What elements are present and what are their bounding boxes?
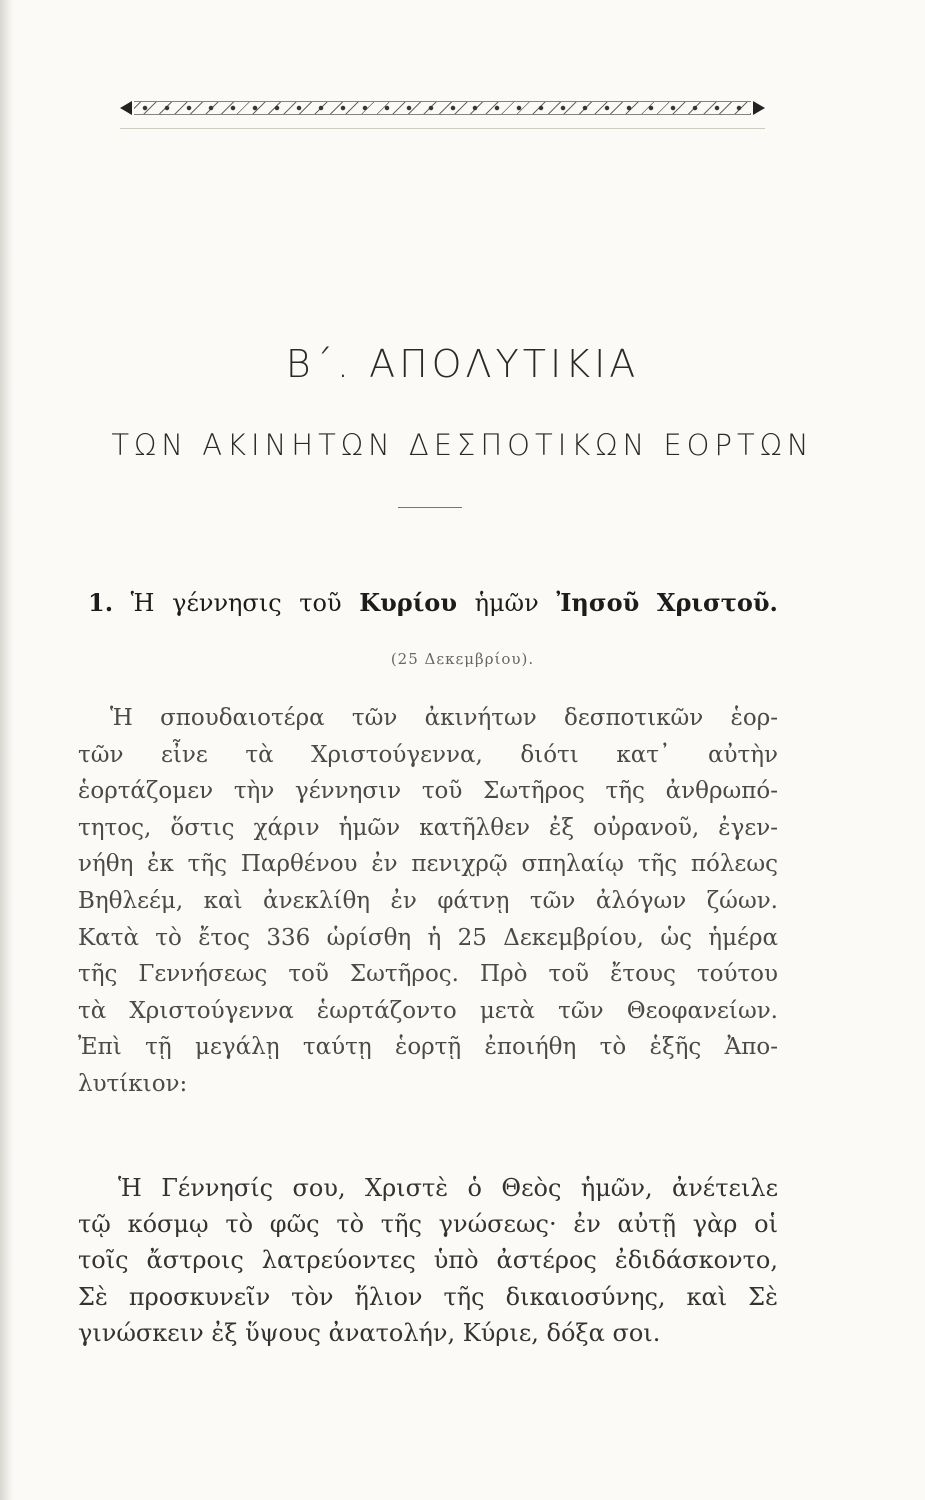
page-binding-edge [0,0,14,1500]
heading-word: Ἡ [130,589,155,617]
ornament-pattern [134,101,751,115]
hymn-line: τῷ κόσμῳ τὸ φῶς τὸ τῆς γνώσεως· ἐν αὐτῇ γὰρ οἱ [78,1210,778,1239]
heading-word: Ἰησοῦ [556,588,640,617]
title-divider [398,507,462,508]
section-number: 1. [88,588,114,617]
chapter-subtitle: ΤΩΝ ΑΚΙΝΗΤΩΝ ΔΕΣΠΟΤΙΚΩΝ ΕΟΡΤΩΝ [111,428,814,462]
text-line: τῆς Γεννήσεως τοῦ Σωτῆρος. Πρὸ τοῦ ἔτους τούτου [78,961,778,988]
text-line: τὰ Χριστούγεννα ἑωρτάζοντο μετὰ τῶν Θεοφανείων. [78,997,778,1024]
hymn-paragraph [78,1170,778,1351]
heading-word: Χριστοῦ. [656,588,778,617]
hymn-line: τοῖς ἄστροις λατρεύοντες ὑπὸ ἀστέρος ἐδιδάσκοντο, [78,1246,778,1275]
heading-word: ἡμῶν [474,589,539,617]
section-heading [88,588,778,617]
feast-date: (25 Δεκεμβρίου). [390,650,535,668]
heading-word: γέννησις [172,589,282,617]
ornament-left-arrow-icon [120,101,132,115]
text-line: ἑορτάζομεν τὴν γέννησιν τοῦ Σωτῆρος τῆς ἀνθρωπό- [78,778,778,805]
text-line: νήθη ἐκ τῆς Παρθένου ἐν πενιχρῷ σπηλαίῳ τῆς πόλεως [78,851,778,878]
text-line: τητος, ὅστις χάριν ἡμῶν κατῆλθεν ἐξ οὐρανοῦ, ἐγεν- [78,814,778,841]
heading-word: Κυρίου [359,588,457,617]
heading-word: τοῦ [299,589,342,617]
description-paragraph [78,700,778,1103]
text-line: τῶν εἶνε τὰ Χριστούγεννα, διότι κατ᾿ αὐτὴν [78,741,778,768]
text-line: λυτίκιον: [78,1070,188,1097]
text-line: Ἐπὶ τῇ μεγάλῃ ταύτῃ ἑορτῇ ἐποιήθη τὸ ἑξῆς Ἀπο- [78,1034,778,1061]
text-line: Ἡ σπουδαιοτέρα τῶν ἀκινήτων δεσποτικῶν ἑορ- [110,705,778,731]
hymn-line: Σὲ προσκυνεῖν τὸν ἥλιον τῆς δικαιοσύνης, καὶ Σὲ [78,1282,778,1311]
text-line: Κατὰ τὸ ἔτος 336 ὡρίσθη ἡ 25 Δεκεμβρίου, ὡς ἡμέρα [78,924,778,951]
text-line: Βηθλεέμ, καὶ ἀνεκλίθη ἐν φάτνῃ τῶν ἀλόγων ζώων. [78,887,778,914]
ornament-right-arrow-icon [753,101,765,115]
chapter-title: Β΄. ΑΠΟΛΥΤΙΚΙΑ [285,342,640,386]
hymn-line: γινώσκειν ἐξ ὕψους ἀνατολήν, Κύριε, δόξα σοι. [78,1318,661,1347]
header-rule [120,128,765,129]
hymn-line: Ἡ Γέννησίς σου, Χριστὲ ὁ Θεὸς ἡμῶν, ἀνέτειλε [118,1174,778,1202]
ornamental-header-band [120,96,765,120]
